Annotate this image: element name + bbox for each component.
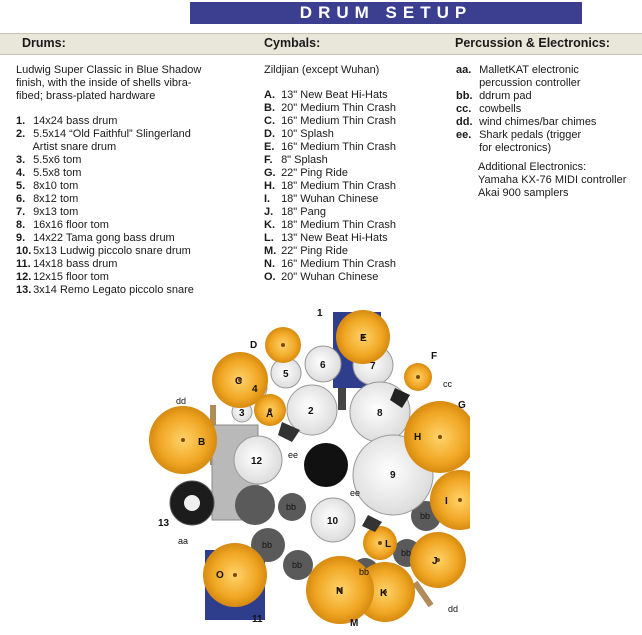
- list-item: D. 10" Splash: [264, 128, 334, 140]
- diagram-label: 2: [308, 406, 314, 417]
- diagram-label: O: [216, 570, 224, 581]
- diagram-label: 3: [239, 408, 245, 419]
- list-item: dd. wind chimes/bar chimes: [456, 116, 597, 128]
- electronics-item: Akai 900 samplers: [478, 187, 569, 199]
- list-item: G. 22" Ping Ride: [264, 167, 348, 179]
- list-item: 6. 8x12 tom: [16, 193, 79, 205]
- list-item: 4. 5.5x8 tom: [16, 167, 82, 179]
- list-item: ee. Shark pedals (trigger: [456, 129, 582, 141]
- diagram-label: bb: [359, 567, 370, 577]
- list-item: B. 20" Medium Thin Crash: [264, 102, 397, 114]
- cymbals-header: Cymbals:: [264, 36, 321, 50]
- diagram-label: 6: [320, 360, 326, 371]
- diagram-label: G: [458, 400, 466, 411]
- drum-kit-diagram: [140, 300, 470, 630]
- diagram-label: 4: [252, 384, 258, 395]
- percussion-column: [456, 64, 642, 200]
- diagram-label: H: [414, 432, 422, 443]
- list-item: L. 13" New Beat Hi-Hats: [264, 232, 388, 244]
- bass-pedal: [338, 388, 346, 410]
- list-item: 11. 14x18 bass drum: [16, 258, 118, 270]
- diagram-label: 11: [252, 614, 263, 625]
- diagram-label: cc: [443, 379, 452, 389]
- diagram-label: bb: [286, 502, 297, 512]
- list-item: F. 8" Splash: [264, 154, 328, 166]
- diagram-label: F: [431, 351, 438, 362]
- drums-intro-line: fibed; brass-plated hardware: [16, 90, 156, 102]
- list-item: bb. ddrum pad: [456, 90, 532, 102]
- diagram-label: L: [385, 539, 392, 550]
- page-title: DRUM SETUP: [190, 2, 582, 24]
- list-item: 2. 5.5x14 “Old Faithful” Slingerland: [16, 128, 191, 140]
- shark-pedal-ee: [304, 443, 348, 487]
- piccolo-snare-13-center: [184, 495, 200, 511]
- additional-electronics-title: Additional Electronics:: [478, 161, 587, 173]
- list-item: K. 18" Medium Thin Crash: [264, 219, 397, 231]
- diagram-label: dd: [448, 604, 459, 614]
- diagram-label: ee: [288, 450, 299, 460]
- diagram-label: 13: [158, 518, 170, 529]
- list-item: I. 18" Wuhan Chinese: [264, 193, 379, 205]
- drums-intro-line: Ludwig Super Classic in Blue Shadow: [16, 64, 202, 76]
- list-item: Artist snare drum: [32, 141, 117, 153]
- cymbals-list: [264, 89, 444, 284]
- list-item: 3. 5.5x6 tom: [16, 154, 82, 166]
- list-item: percussion controller: [479, 77, 581, 89]
- diagram-label: 12: [251, 456, 263, 467]
- diagram-label: 1: [317, 308, 323, 319]
- list-item: 1. 14x24 bass drum: [16, 115, 118, 127]
- diagram-label: C: [235, 376, 243, 387]
- diagram-label: bb: [292, 560, 303, 570]
- percussion-header: Percussion & Electronics:: [455, 36, 610, 50]
- list-item: H. 18" Medium Thin Crash: [264, 180, 397, 192]
- list-item: 5. 8x10 tom: [16, 180, 79, 192]
- drums-header: Drums:: [22, 36, 66, 50]
- diagram-label: bb: [262, 540, 273, 550]
- list-item: E. 16" Medium Thin Crash: [264, 141, 397, 153]
- list-item: O. 20" Wuhan Chinese: [264, 271, 379, 283]
- list-item: 9. 14x22 Tama gong bass drum: [16, 232, 175, 244]
- diagram-label: 5: [283, 369, 289, 380]
- diagram-label: 10: [327, 516, 339, 527]
- ddrum-pad: [235, 485, 275, 525]
- diagram-label: M: [350, 618, 359, 629]
- list-item: cc. cowbells: [456, 103, 522, 115]
- list-item: A. 13" New Beat Hi-Hats: [264, 89, 388, 101]
- list-item: 12. 12x15 floor tom: [16, 271, 109, 283]
- drums-column: [16, 64, 246, 297]
- list-item: 13. 3x14 Remo Legato piccolo snare: [16, 284, 194, 296]
- list-item: N. 16" Medium Thin Crash: [264, 258, 397, 270]
- diagram-label: ee: [350, 488, 361, 498]
- diagram-label: aa: [178, 536, 189, 546]
- cymbals-column: [264, 64, 444, 284]
- diagram-label: B: [198, 437, 206, 448]
- diagram-label: bb: [401, 548, 412, 558]
- list-item: J. 18" Pang: [264, 206, 326, 218]
- list-item: 10. 5x13 Ludwig piccolo snare drum: [16, 245, 191, 257]
- drums-list: [16, 115, 246, 297]
- column-header-bar: [0, 33, 642, 55]
- diagram-label: bb: [420, 511, 431, 521]
- list-item: C. 16" Medium Thin Crash: [264, 115, 397, 127]
- diagram-label: dd: [176, 396, 187, 406]
- diagram-label: 7: [370, 361, 376, 372]
- diagram-label: I: [445, 496, 448, 507]
- diagram-label: J: [432, 556, 438, 567]
- diagram-label: K: [380, 588, 388, 599]
- percussion-list: [456, 64, 642, 155]
- drums-intro-line: finish, with the inside of shells vibra-: [16, 77, 192, 89]
- cymbals-intro: Zildjian (except Wuhan): [264, 64, 380, 76]
- diagram-label: 9: [390, 470, 396, 481]
- diagram-label: D: [250, 340, 258, 351]
- electronics-item: Yamaha KX-76 MIDI controller: [478, 174, 627, 186]
- list-item: 8. 16x16 floor tom: [16, 219, 109, 231]
- list-item: M. 22" Ping Ride: [264, 245, 348, 257]
- list-item: 7. 9x13 tom: [16, 206, 79, 218]
- list-item: aa. MalletKAT electronic: [456, 64, 579, 76]
- list-item: for electronics): [479, 142, 552, 154]
- diagram-label: N: [336, 586, 344, 597]
- diagram-label: A: [266, 409, 274, 420]
- diagram-label: 8: [377, 408, 383, 419]
- diagram-label: E: [360, 333, 367, 344]
